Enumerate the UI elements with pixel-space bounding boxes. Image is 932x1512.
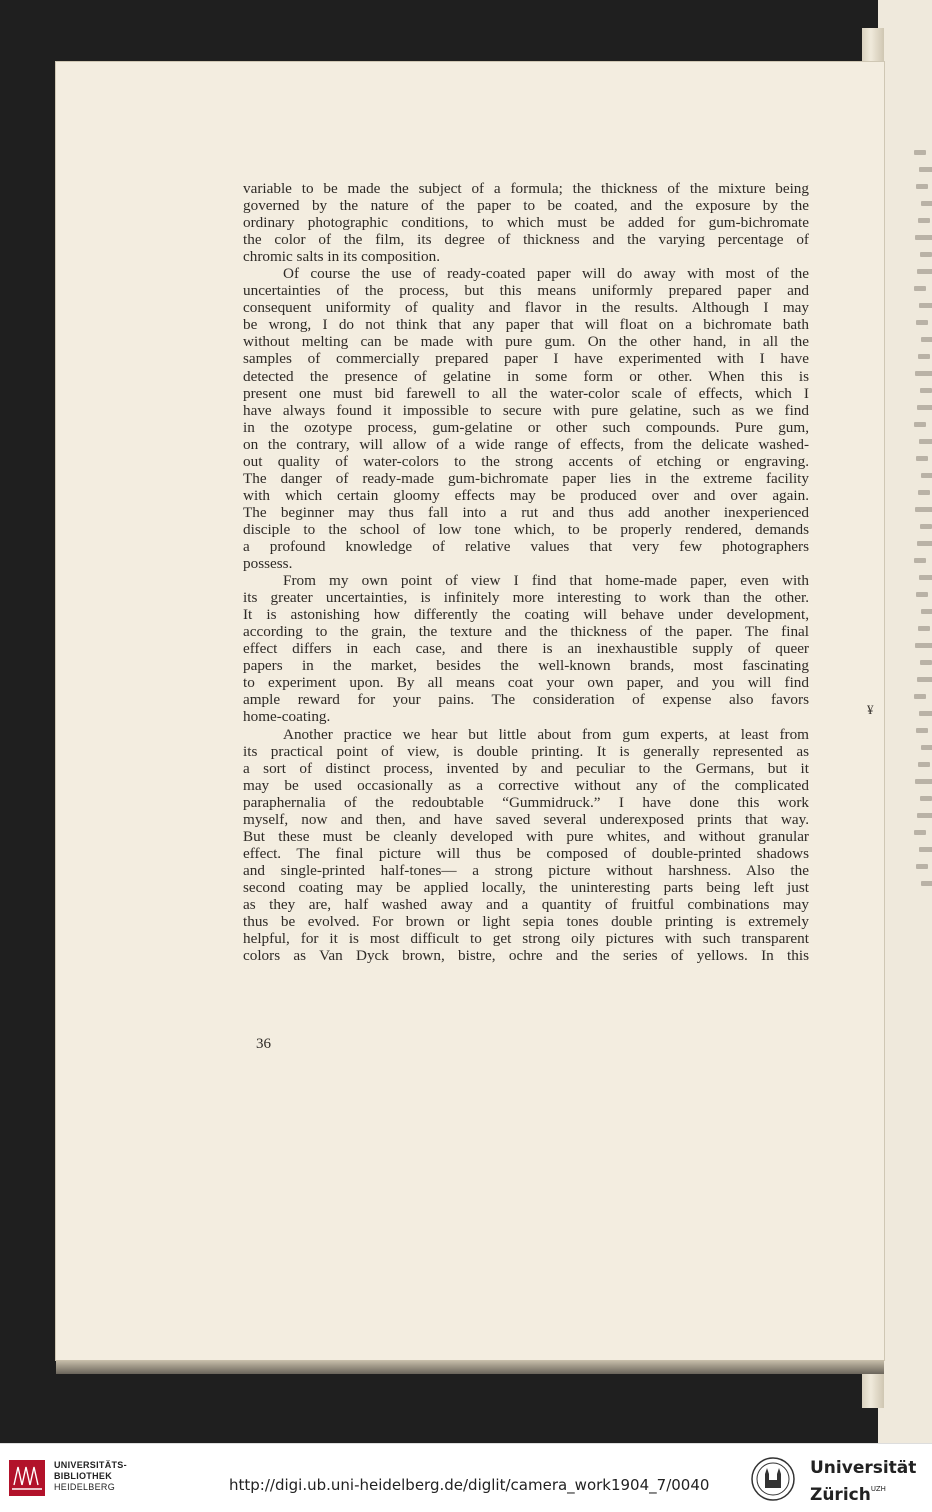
text-line: detected the presence of gelatine in some form or other. When this is	[243, 367, 809, 385]
text-line: may be used occasionally as a corrective without any of the complicated	[243, 776, 809, 794]
facing-page-text-fragment	[918, 490, 930, 495]
text-line: and single-printed half-tones— a strong picture without harshness. Also the	[243, 861, 809, 879]
page-shadow	[56, 1360, 884, 1374]
facing-page-text-fragment	[914, 422, 926, 427]
university-name-line2	[810, 1479, 916, 1506]
text-line: The danger of ready-made gum-bichromate paper lies in the extreme facility	[243, 469, 809, 487]
text-line: effect differs in each case, and there is an inexhaustible supply of queer	[243, 640, 809, 658]
text-line: chromic salts in its composition.	[243, 248, 440, 266]
facing-page-text-fragment	[920, 524, 932, 529]
text-line: papers in the market, besides the well-known brands, most fascinating	[243, 657, 809, 675]
text-line: a sort of distinct process, invented by and peculiar to the Germans, but it	[243, 759, 809, 777]
library-name-line1: UNIVERSITÄTS-	[54, 1460, 127, 1470]
text-line: ample reward for your pains. The consideration of expense also favors	[243, 691, 809, 709]
facing-page-text-fragment	[919, 303, 932, 308]
text-line: its practical point of view, is double printing. It is generally represented as	[243, 742, 809, 760]
facing-page-text-fragment	[914, 558, 926, 563]
facing-page-text-fragment	[916, 592, 928, 597]
text-line: with which certain gloomy effects may be produced over and over again.	[243, 486, 809, 504]
facing-page-text-fragment	[921, 609, 932, 614]
facing-page-text-fragment	[917, 813, 932, 818]
text-line: ordinary photographic conditions, to which must be added for gum-bichromate	[243, 214, 809, 232]
facing-page-text-fragment	[918, 626, 930, 631]
facing-page-strip	[878, 0, 932, 1443]
facing-page-text-fragment	[917, 405, 932, 410]
text-line: on the contrary, will allow of a wide range of effects, from the delicate washed-	[243, 435, 809, 453]
zurich-university-seal-icon[interactable]	[750, 1456, 796, 1502]
facing-page-text-fragment	[916, 864, 928, 869]
facing-page-text-fragment	[915, 371, 932, 376]
text-line: myself, now and then, and have saved several underexposed prints that way.	[243, 810, 809, 828]
facing-page-text-fragment	[917, 269, 932, 274]
text-line: consequent uniformity of quality and flavor in the results. Although I may	[243, 299, 809, 317]
text-line: helpful, for it is most difficult to get strong oily pictures with such transparent	[243, 930, 809, 948]
facing-page-text-fragment	[915, 507, 932, 512]
facing-page-text-fragment	[919, 167, 932, 172]
text-line: From my own point of view I find that home-made paper, even with	[283, 572, 809, 590]
text-line: be wrong, I do not think that any paper that will float on a bichromate bath	[243, 316, 809, 334]
facing-page-text-fragment	[918, 762, 930, 767]
facing-page-text-fragment	[920, 388, 932, 393]
body-text	[243, 180, 809, 964]
facing-page-text-fragment	[921, 201, 932, 206]
text-line: present one must bid farewell to all the water-color scale of effects, which I	[243, 384, 809, 402]
university-city: Zürich	[810, 1485, 871, 1505]
facing-page-text-fragment	[919, 711, 932, 716]
text-line: Of course the use of ready-coated paper will do away with most of the	[283, 265, 809, 283]
text-line: a profound knowledge of relative values that very few photographers	[243, 537, 809, 555]
facing-page-text-fragment	[914, 694, 926, 699]
text-line: uncertainties of the process, but this means uniformly prepared paper and	[243, 282, 809, 300]
text-line: It is astonishing how differently the coating will behave under development,	[243, 606, 809, 624]
facing-page-text-fragment	[919, 847, 932, 852]
facing-page-text-fragment	[915, 235, 932, 240]
text-line: possess.	[243, 555, 293, 573]
text-line: The beginner may thus fall into a rut and thus add another inexperienced	[243, 503, 809, 521]
text-line: second coating may be applied locally, the uninteresting parts being left just	[243, 878, 809, 896]
facing-page-text-fragment	[920, 252, 932, 257]
text-line: But these must be cleanly developed with pure whites, and without granular	[243, 827, 809, 845]
facing-page-text-fragment	[916, 456, 928, 461]
facing-page-text-fragment	[917, 541, 932, 546]
university-name-line1: Universität	[810, 1458, 917, 1478]
text-line: have always found it impossible to secure with pure gelatine, such as we find	[243, 401, 809, 419]
text-line: without melting can be made with pure gum. On the other hand, in all the	[243, 333, 809, 351]
facing-page-text-fragment	[921, 337, 932, 342]
library-name-line2: BIBLIOTHEK	[54, 1471, 112, 1481]
facing-page-text-fragment	[920, 796, 932, 801]
text-line: the color of the film, its degree of thickness and the varying percentage of	[243, 231, 809, 249]
facing-page-text-fragment	[919, 575, 932, 580]
text-line: out quality of water-colors to the strong accents of etching or engraving.	[243, 452, 809, 470]
text-line: variable to be made the subject of a formula; the thickness of the mixture being	[243, 180, 809, 197]
text-line: as they are, half washed away and a quantity of fruitful combinations may	[243, 895, 809, 913]
facing-page-text-fragment	[916, 184, 928, 189]
facing-page-text-fragment	[916, 320, 928, 325]
facing-page-text-fragment	[917, 677, 932, 682]
facing-page-text-fragment	[916, 728, 928, 733]
text-line: paraphernalia of the redoubtable “Gummidruck.” I have done this work	[243, 793, 809, 811]
facing-page-text-fragment	[914, 830, 926, 835]
heidelberg-library-name	[54, 1460, 127, 1493]
text-line: colors as Van Dyck brown, bistre, ochre and the series of yellows. In this	[243, 947, 809, 965]
text-line: samples of commercially prepared paper I have experimented with I have	[243, 350, 809, 368]
facing-page-text-fragment	[918, 218, 930, 223]
facing-page-text-fragment	[914, 286, 926, 291]
text-line: in the ozotype process, gum-gelatine or other such compounds. Pure gum,	[243, 418, 809, 436]
facing-page-text-fragment	[921, 745, 932, 750]
heidelberg-library-logo[interactable]	[8, 1459, 46, 1497]
facing-page-text-fragment	[914, 150, 926, 155]
text-line: governed by the nature of the paper to be coated, and the exposure by the	[243, 197, 809, 215]
text-line: home-coating.	[243, 708, 331, 726]
facing-page-text-fragment	[921, 473, 932, 478]
footer-bar	[0, 1443, 932, 1512]
text-line: according to the grain, the texture and the thickness of the paper. The final	[243, 623, 809, 641]
permalink-url[interactable]: http://digi.ub.uni-heidelberg.de/diglit/camera_work1904_7/0040	[229, 1476, 710, 1494]
text-line: its greater uncertainties, is infinitely more interesting to work than the other.	[243, 589, 809, 607]
facing-page-text-fragment	[918, 354, 930, 359]
text-line: to experiment upon. By all means coat your own paper, and you will find	[243, 674, 809, 692]
library-name-line3: HEIDELBERG	[54, 1482, 116, 1492]
facing-page-text-fragment	[915, 643, 932, 648]
facing-page-text-fragment	[921, 881, 932, 886]
margin-mark: ¥	[867, 702, 874, 717]
text-line: Another practice we hear but little about from gum experts, at least from	[283, 725, 809, 743]
page-number: 36	[256, 1036, 271, 1052]
facing-page-text-fragment	[915, 779, 932, 784]
facing-page-text-fragment	[919, 439, 932, 444]
facing-page-text-fragment	[920, 660, 932, 665]
text-line: thus be evolved. For brown or light sepia tones double printing is extremely	[243, 913, 809, 931]
uzh-mark: UZH	[870, 1485, 886, 1493]
text-line: effect. The final picture will thus be composed of double-printed shadows	[243, 844, 809, 862]
zurich-university-name	[810, 1458, 916, 1506]
text-line: disciple to the school of low tone which, to be properly rendered, demands	[243, 520, 809, 538]
